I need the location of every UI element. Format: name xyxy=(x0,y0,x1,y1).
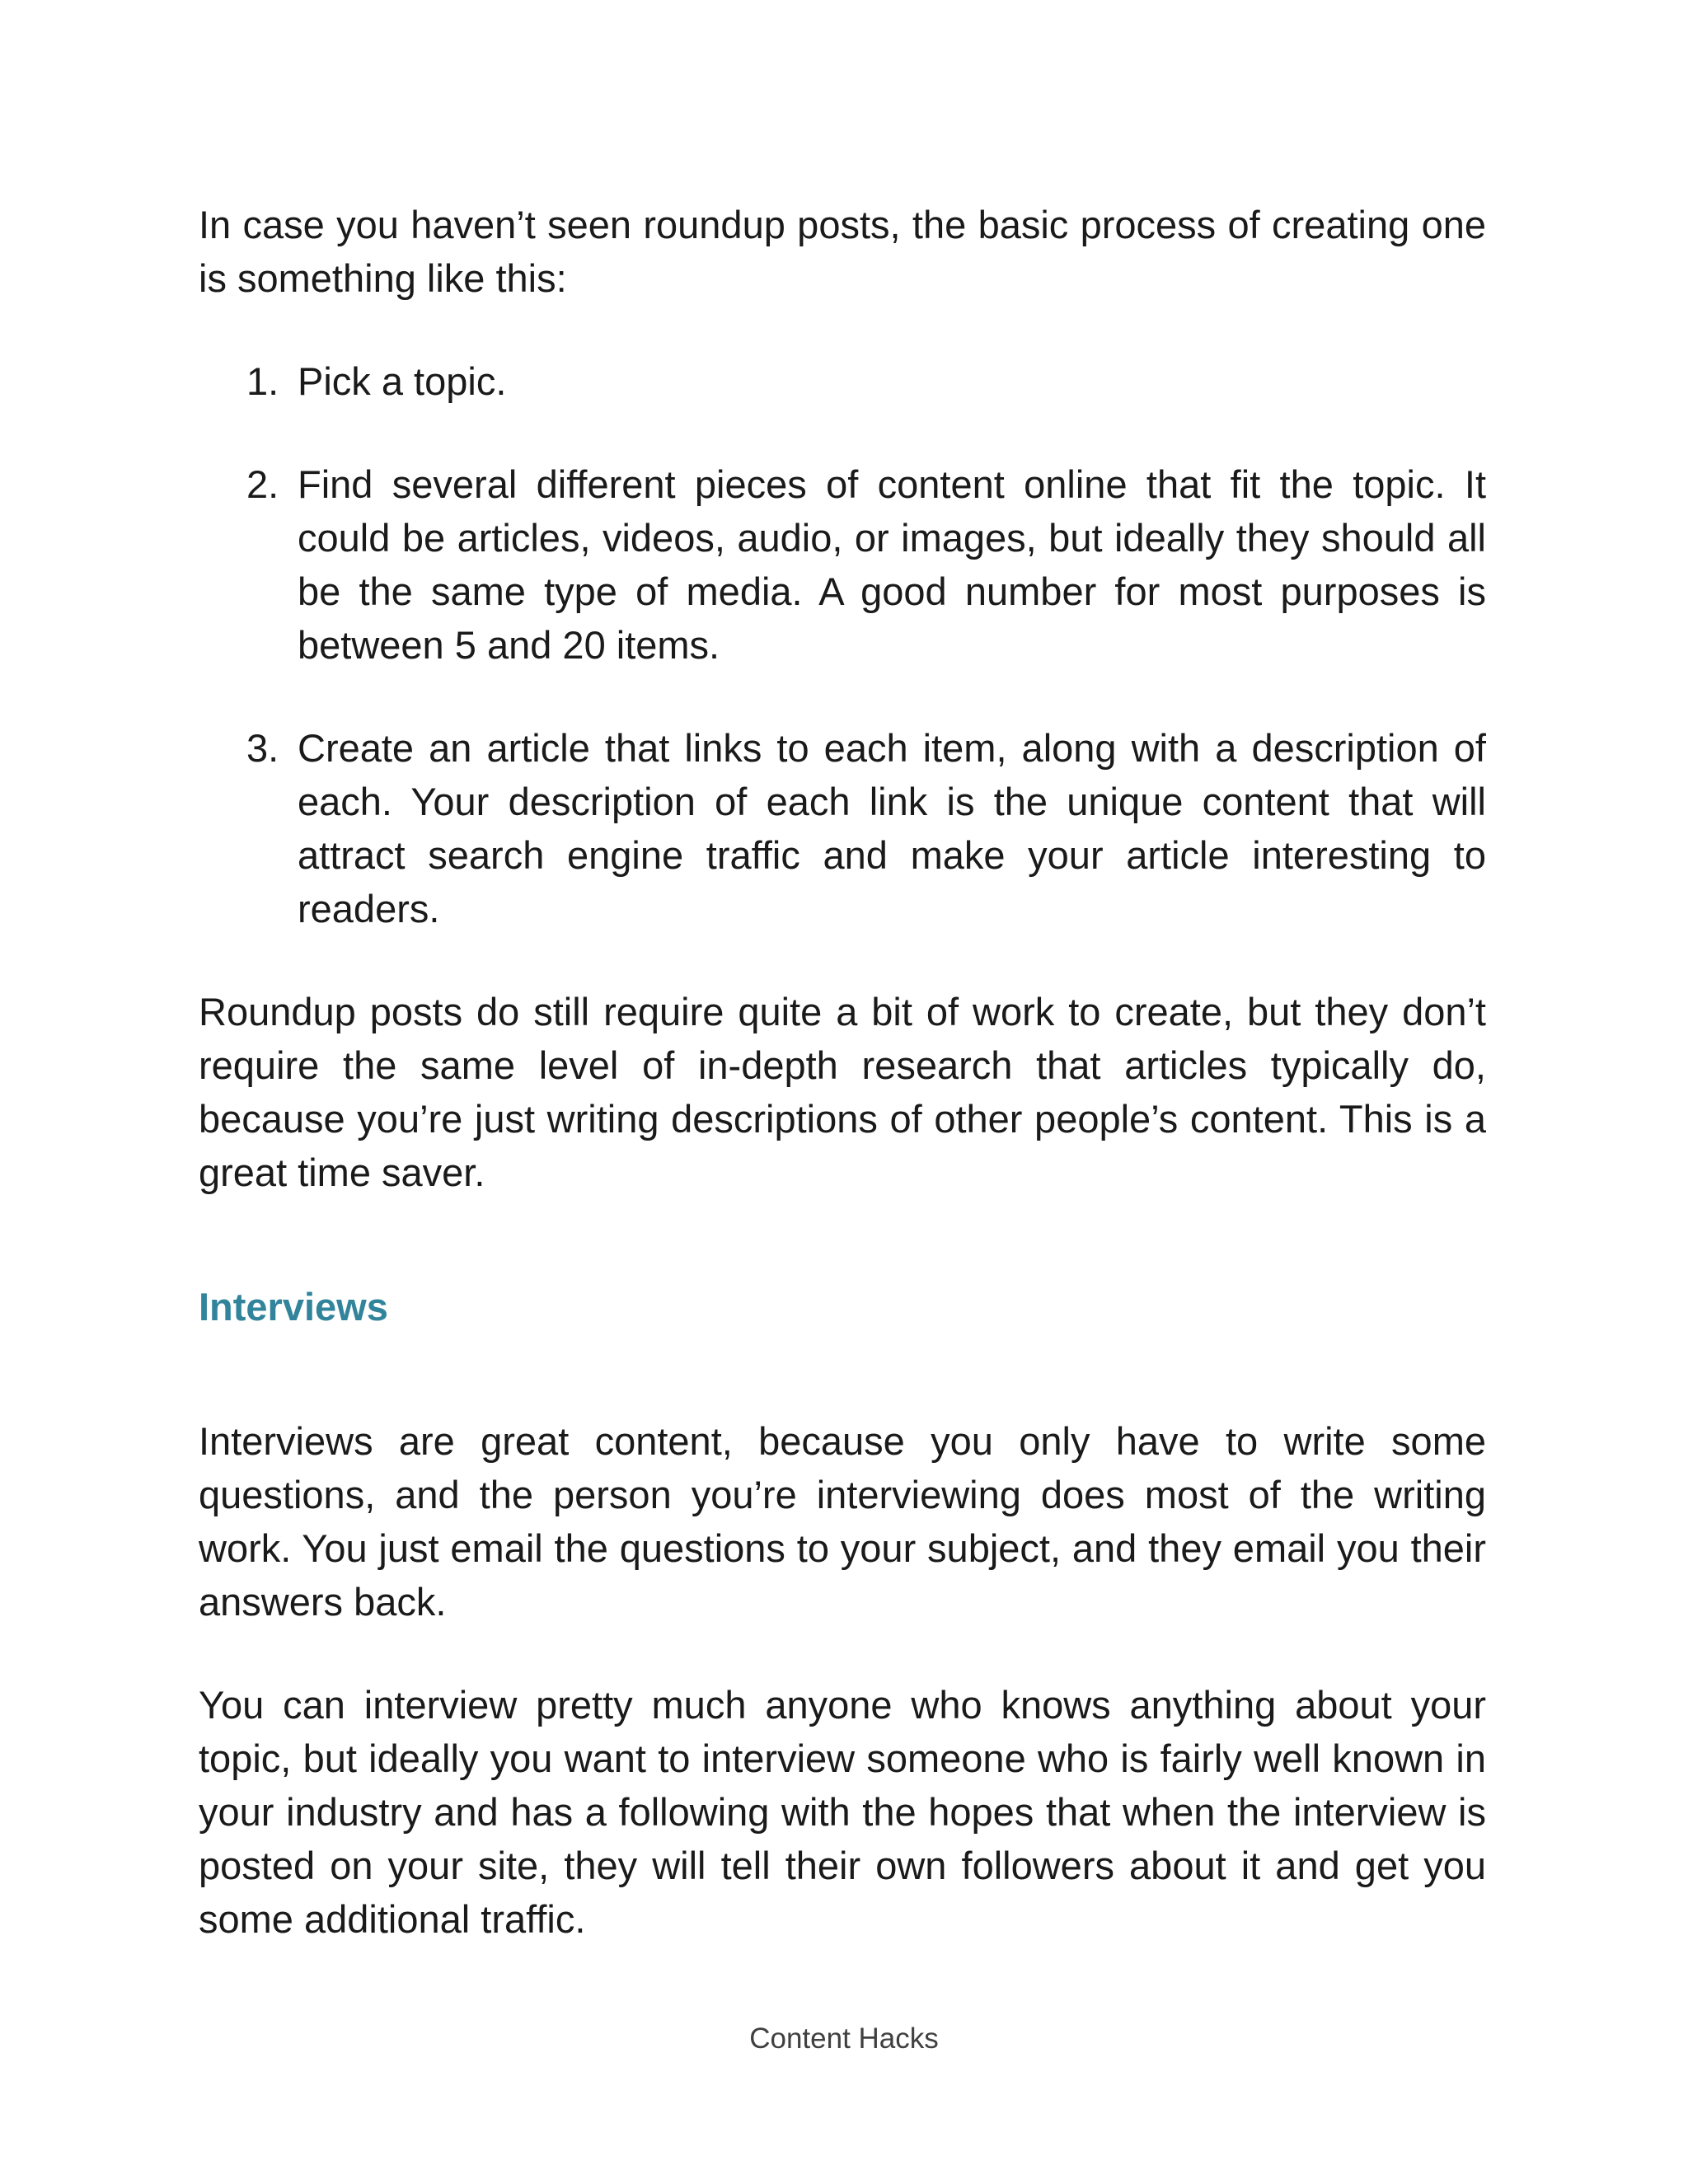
list-item-number: 2. xyxy=(246,462,279,506)
section-heading-interviews: Interviews xyxy=(199,1285,388,1329)
list-item xyxy=(199,354,1486,408)
list-item-number: 1. xyxy=(246,359,279,403)
list-item xyxy=(199,457,1486,672)
roundup-paragraph: Roundup posts do still require quite a bit of work to create, but they don’t require the same level of in-depth research that articles typically do, because you’re just writing descriptions of other people’s content. This is a great time saver. xyxy=(199,990,1486,1194)
list-item-text: Pick a topic. xyxy=(298,359,507,403)
steps-list xyxy=(199,354,1486,935)
interviews-paragraph-1: Interviews are great content, because you only have to write some questions, and the person you’re interviewing does most of the writing work. You just email the questions to your subject, and they email you their answers back. xyxy=(199,1419,1486,1624)
interviews-paragraph-2: You can interview pretty much anyone who knows anything about your topic, but ideally you want to interview someone who is fairly well known in your industry and has a following with the hopes that when the interview is posted on your site, they will tell their own followers about it and get you some additional traffic. xyxy=(199,1683,1486,1941)
document-page xyxy=(199,198,1486,1946)
list-item-number: 3. xyxy=(246,726,279,770)
page-footer: Content Hacks xyxy=(749,2022,939,2055)
intro-paragraph: In case you haven’t seen roundup posts, the basic process of creating one is something like this: xyxy=(199,203,1486,300)
list-item-text: Create an article that links to each item, along with a description of each. Your description of each link is the unique content that will attract search engine traffic and make your article interesting to readers. xyxy=(298,726,1486,930)
list-item xyxy=(199,721,1486,935)
list-item-text: Find several different pieces of content online that fit the topic. It could be articles, videos, audio, or images, but ideally they should all be the same type of media. A good number for most purposes is between 5 and 20 items. xyxy=(298,462,1486,667)
